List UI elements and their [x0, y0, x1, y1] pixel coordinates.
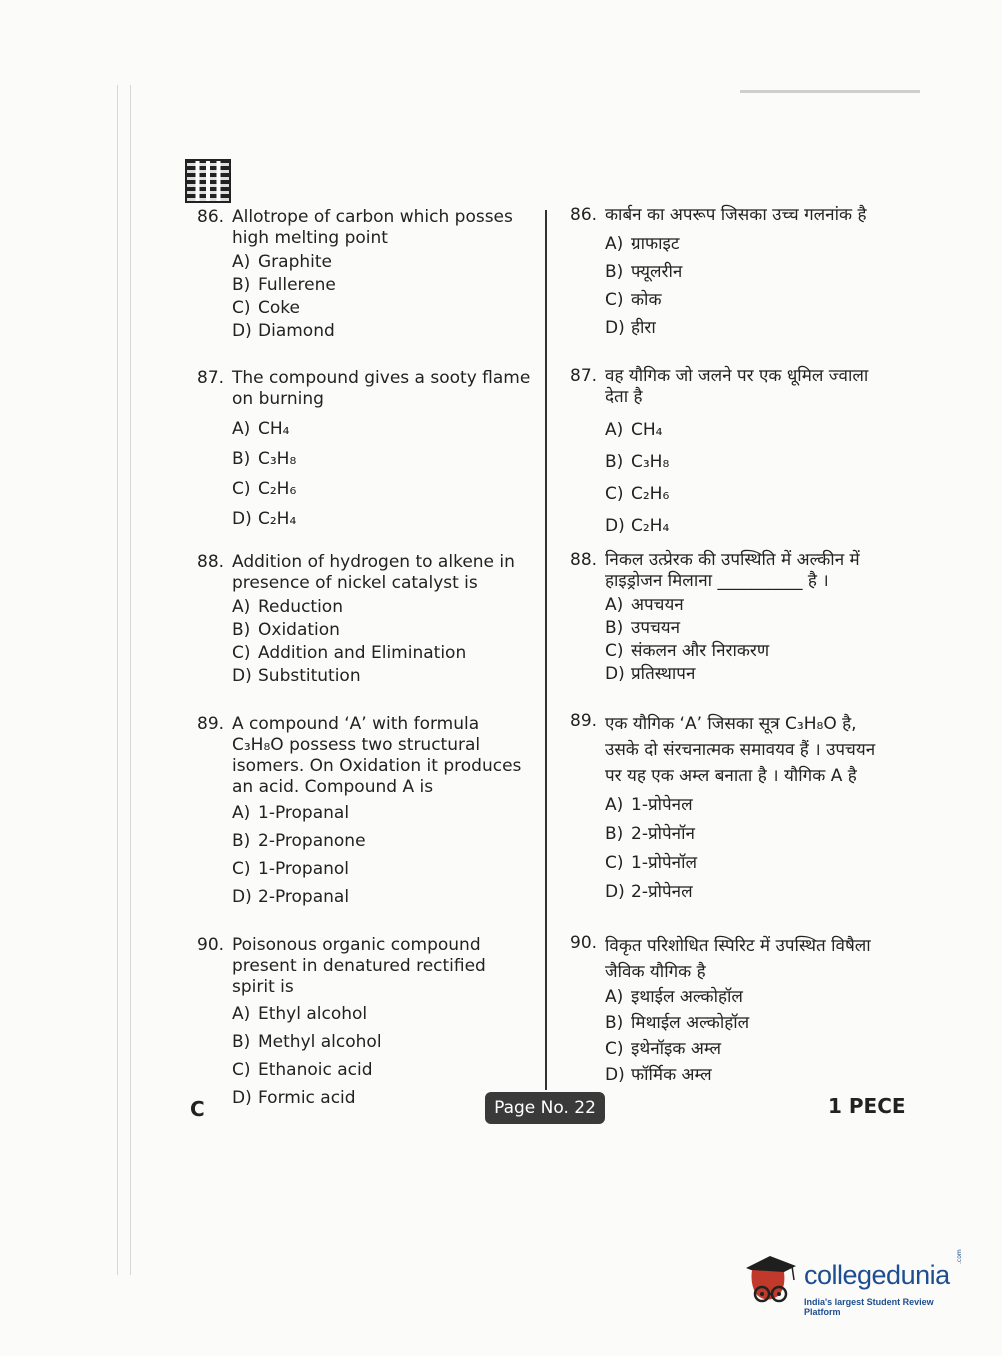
option-text: Reduction [258, 597, 343, 617]
question-number: 86. [197, 207, 225, 227]
option-text: Formic acid [258, 1088, 356, 1108]
option-label: A) [605, 420, 624, 440]
option-d [605, 664, 890, 687]
option-label: C) [232, 859, 251, 879]
option-text: Addition and Elimination [258, 643, 467, 663]
option-label: A) [232, 419, 251, 439]
option-label: D) [232, 1088, 252, 1108]
option-text: 2-Propanal [258, 887, 350, 907]
question-89-en [197, 714, 532, 915]
question-text: निकल उत्प्रेरक की उपस्थिति में अल्कीन में हाइड्रोजन मिलाना __________ है । [605, 550, 860, 591]
question-88-hi [570, 550, 890, 687]
logo-domain: .com [956, 1249, 963, 1264]
column-divider [545, 210, 547, 1090]
question-number: 87. [570, 366, 598, 386]
option-text: Coke [258, 298, 300, 318]
option-text: उपचयन [631, 618, 681, 638]
option-label: B) [232, 275, 251, 295]
logo-wordmark: collegedunia [804, 1260, 950, 1290]
question-text: The compound gives a sooty flame on burning [232, 368, 531, 409]
option-text: Ethanoic acid [258, 1060, 373, 1080]
question-number: 89. [197, 714, 225, 734]
option-d [605, 1065, 890, 1091]
question-text: कार्बन का अपरूप जिसका उच्च गलनांक है [605, 205, 867, 225]
question-number: 88. [570, 550, 598, 570]
option-a [605, 987, 890, 1013]
logo-tagline: India's largest Student Review Platform [804, 1297, 934, 1317]
option-b [232, 275, 532, 298]
question-number: 90. [197, 935, 225, 955]
option-text: C₂H₄ [258, 509, 297, 529]
option-a [232, 252, 532, 275]
option-a [605, 420, 890, 452]
question-89-hi [570, 711, 890, 911]
option-label: A) [232, 252, 251, 272]
question-number: 88. [197, 552, 225, 572]
question-text: वह यौगिक जो जलने पर एक धूमिल ज्वाला देता है [605, 366, 869, 407]
option-b [605, 618, 890, 641]
option-text: हीरा [631, 318, 656, 338]
option-label: C) [232, 643, 251, 663]
question-86-en [197, 207, 532, 344]
option-b [605, 824, 890, 853]
option-b [232, 449, 532, 479]
option-text: Ethyl alcohol [258, 1004, 368, 1024]
option-text: Oxidation [258, 620, 340, 640]
option-d [232, 509, 532, 539]
option-c [605, 853, 890, 882]
option-c [605, 641, 890, 664]
question-90-hi [570, 933, 890, 1091]
option-text: Graphite [258, 252, 332, 272]
option-text: C₂H₄ [631, 516, 670, 536]
option-d [232, 666, 532, 689]
question-text: A compound ‘A’ with formula C₃H₈O possess two structural isomers. On Oxidation it produces an acid. Compound A is [232, 714, 522, 797]
question-text: विकृत परिशोधित स्पिरिट में उपस्थित विषैला जैविक यौगिक है [605, 936, 871, 982]
option-text: इथाईल अल्कोहॉल [631, 987, 743, 1007]
option-d [605, 882, 890, 911]
question-text: Allotrope of carbon which posses high melting point [232, 207, 513, 248]
question-text: Addition of hydrogen to alkene in presence of nickel catalyst is [232, 552, 515, 593]
option-text: CH₄ [631, 420, 663, 440]
option-text: फ्यूलरीन [631, 262, 683, 282]
option-a [605, 234, 890, 262]
option-text: 1-Propanol [258, 859, 350, 879]
option-a [232, 419, 532, 449]
scan-edge-line [130, 85, 131, 1275]
question-number: 86. [570, 205, 598, 225]
option-b [605, 452, 890, 484]
option-label: B) [605, 1013, 624, 1033]
option-c [232, 859, 532, 887]
qr-code [187, 161, 229, 201]
option-d [232, 321, 532, 344]
scan-edge-line [740, 90, 920, 93]
option-b [232, 620, 532, 643]
option-label: A) [605, 795, 624, 815]
option-c [232, 479, 532, 509]
question-number: 87. [197, 368, 225, 388]
option-c [232, 298, 532, 321]
option-text: C₂H₆ [258, 479, 297, 499]
option-label: C) [605, 853, 624, 873]
option-text: मिथाईल अल्कोहॉल [631, 1013, 750, 1033]
option-c [605, 290, 890, 318]
page-number-badge: Page No. 22 [485, 1092, 605, 1124]
option-label: D) [605, 882, 625, 902]
option-text: ग्राफाइट [631, 234, 680, 254]
option-text: 2-Propanone [258, 831, 366, 851]
option-label: A) [605, 987, 624, 1007]
scan-edge-line [117, 85, 118, 1275]
option-text: 2-प्रोपेनॉन [631, 824, 695, 844]
option-a [605, 595, 890, 618]
option-c [605, 484, 890, 516]
option-label: A) [605, 595, 624, 615]
option-label: D) [232, 321, 252, 341]
option-text: Methyl alcohol [258, 1032, 382, 1052]
option-label: C) [605, 641, 624, 661]
question-text: एक यौगिक ‘A’ जिसका सूत्र C₃H₈O है, उसके दो संरचनात्मक समावयव हैं । उपचयन पर यह एक अम्ल बनाता है । यौगिक A है [605, 714, 876, 786]
option-label: C) [232, 479, 251, 499]
option-label: D) [605, 1065, 625, 1085]
mascot-icon [742, 1250, 798, 1312]
question-90-en [197, 935, 532, 1116]
option-text: कोक [631, 290, 662, 310]
option-text: संकलन और निराकरण [631, 641, 770, 661]
option-text: C₂H₆ [631, 484, 670, 504]
option-text: अपचयन [631, 595, 684, 615]
option-b [605, 262, 890, 290]
question-text: Poisonous organic compound present in denatured rectified spirit is [232, 935, 486, 997]
option-d [605, 516, 890, 548]
question-87-en [197, 368, 532, 539]
option-label: C) [232, 1060, 251, 1080]
option-label: B) [605, 452, 624, 472]
option-label: C) [605, 484, 624, 504]
option-label: D) [232, 887, 252, 907]
option-label: B) [232, 1032, 251, 1052]
option-label: B) [232, 449, 251, 469]
option-label: D) [232, 509, 252, 529]
option-text: Fullerene [258, 275, 336, 295]
option-label: B) [605, 824, 624, 844]
option-label: A) [232, 803, 251, 823]
option-d [605, 318, 890, 346]
option-label: C) [232, 298, 251, 318]
question-number: 89. [570, 711, 598, 731]
option-text: C₃H₈ [258, 449, 297, 469]
option-label: B) [605, 618, 624, 638]
option-label: B) [232, 620, 251, 640]
option-label: D) [605, 516, 625, 536]
booklet-set-label: C [190, 1097, 205, 1121]
option-label: A) [232, 1004, 251, 1024]
question-88-en [197, 552, 532, 689]
option-c [232, 1060, 532, 1088]
option-label: C) [605, 290, 624, 310]
question-86-hi [570, 205, 890, 346]
question-number: 90. [570, 933, 598, 953]
option-label: B) [232, 831, 251, 851]
option-text: 1-प्रोपेनॉल [631, 853, 698, 873]
option-text: फॉर्मिक अम्ल [631, 1065, 712, 1085]
option-text: प्रतिस्थापन [631, 664, 696, 684]
option-text: Substitution [258, 666, 361, 686]
option-text: इथेनॉइक अम्ल [631, 1039, 721, 1059]
option-text: 1-प्रोपेनल [631, 795, 693, 815]
option-c [605, 1039, 890, 1065]
option-a [605, 795, 890, 824]
question-87-hi [570, 366, 890, 548]
option-b [605, 1013, 890, 1039]
option-b [232, 1032, 532, 1060]
option-c [232, 643, 532, 666]
option-label: D) [605, 318, 625, 338]
paper-code: 1 PECE [828, 1094, 906, 1118]
option-text: 1-Propanal [258, 803, 350, 823]
collegedunia-logo[interactable] [742, 1250, 972, 1320]
option-label: C) [605, 1039, 624, 1059]
option-text: Diamond [258, 321, 335, 341]
option-a [232, 1004, 532, 1032]
option-b [232, 831, 532, 859]
option-text: 2-प्रोपेनल [631, 882, 693, 902]
option-a [232, 803, 532, 831]
option-label: B) [605, 262, 624, 282]
option-a [232, 597, 532, 620]
option-text: C₃H₈ [631, 452, 670, 472]
option-label: D) [605, 664, 625, 684]
option-label: D) [232, 666, 252, 686]
option-text: CH₄ [258, 419, 290, 439]
option-d [232, 887, 532, 915]
option-label: A) [232, 597, 251, 617]
option-label: A) [605, 234, 624, 254]
